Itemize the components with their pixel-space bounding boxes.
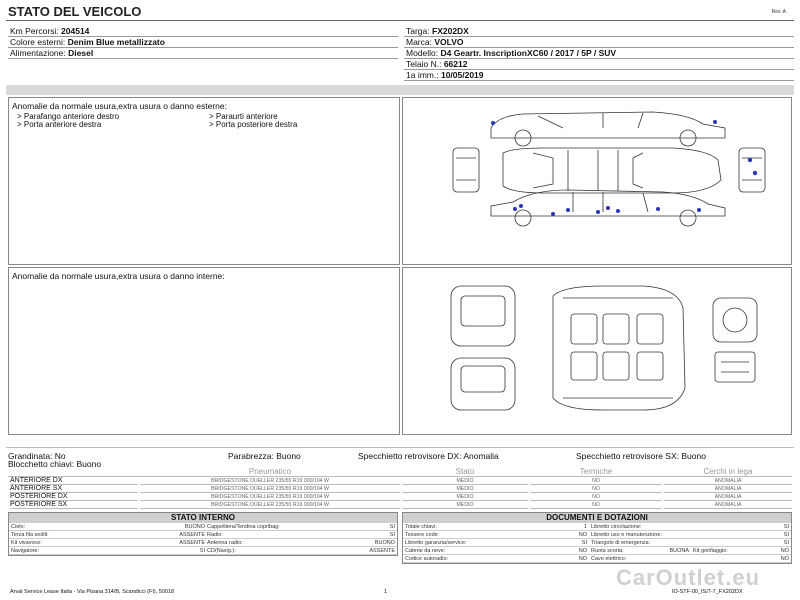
tyre-stato: MEDIO	[402, 493, 528, 501]
external-item: > Paraurti anteriore	[209, 112, 278, 121]
documenti-panel	[402, 512, 792, 564]
documento-label: Codice autoradio:	[405, 556, 449, 562]
stato-interno-value: SI	[199, 548, 205, 554]
table-row	[403, 547, 791, 555]
immatricolazione-value: 10/05/2019	[440, 70, 484, 80]
documenti-title: DOCUMENTI E DOTAZIONI	[403, 513, 791, 523]
external-damage-panel	[8, 97, 400, 265]
tyre-desc: BRIDGESTONE DUELLER 235/55 R19 000/104 W	[140, 493, 400, 501]
internal-heading: Anomalie da normale usura,extra usura o danno interne:	[12, 271, 225, 281]
specchietto-sx-text: Specchietto retrovisore SX: Buono	[576, 451, 706, 461]
tyre-pos: ANTERIORE DX	[10, 477, 138, 485]
documento-label: Kit gonfiaggio:	[693, 548, 728, 554]
targa-value: FX202DX	[432, 26, 469, 36]
stato-interno-label: Radio:	[207, 532, 223, 538]
immatricolazione-row	[404, 70, 794, 81]
documento-label: Libretto circolazione:	[591, 524, 642, 530]
external-heading: Anomalie da normale usura,extra usura o danno esterne:	[12, 101, 227, 111]
table-row	[403, 555, 791, 563]
tyre-termiche: NO	[530, 477, 662, 485]
documento-value: BUONA	[669, 548, 689, 554]
documento-value: SI	[783, 524, 789, 530]
tyre-pos: POSTERIORE DX	[10, 493, 138, 501]
stato-interno-value: ASSENTE	[369, 548, 395, 554]
documento-value: NO	[780, 548, 789, 554]
footer-page-number: 1	[384, 589, 388, 595]
tyre-termiche: NO	[530, 493, 662, 501]
header-rule	[6, 20, 794, 21]
tyre-cerchi: ANOMALIA	[664, 501, 792, 509]
targa-row	[404, 26, 794, 37]
colore-value: Denim Blue metallizzato	[67, 37, 165, 47]
specchietto-dx-text: Specchietto retrovisore DX: Anomalia	[358, 451, 499, 461]
stato-interno-panel	[8, 512, 398, 556]
colore-row	[8, 37, 398, 48]
revision-label: Rev. A	[771, 9, 786, 15]
tyre-header-termiche: Termiche	[579, 468, 613, 476]
table-row	[403, 531, 791, 539]
tyre-cerchi: ANOMALIA	[664, 477, 792, 485]
tyre-header-pneumatico: Pneumatico	[248, 468, 292, 476]
external-diagram-panel	[402, 97, 792, 265]
car-exterior-diagram	[403, 98, 793, 266]
marca-row	[404, 37, 794, 48]
table-row	[403, 539, 791, 547]
modello-value: D4 Geartr. InscriptionXC60 / 2017 / 5P / SUV	[440, 48, 617, 58]
tyre-pos: POSTERIORE SX	[10, 501, 138, 509]
documento-value: NO	[578, 548, 587, 554]
marca-label: Marca:	[406, 37, 432, 47]
page-title: STATO DEL VEICOLO	[8, 4, 142, 19]
stato-interno-value: SI	[389, 524, 395, 530]
table-row	[9, 547, 397, 555]
stato-interno-label: Cappelliera/Tendina copribag:	[207, 524, 280, 530]
targa-label: Targa:	[406, 26, 430, 36]
blocchetto-text: Blocchetto chiavi: Buono	[8, 459, 102, 469]
modello-label: Modello:	[406, 48, 439, 58]
documento-value: NO	[578, 556, 587, 562]
tyre-termiche: NO	[530, 485, 662, 493]
stato-interno-label: CD(Navig.):	[207, 548, 236, 554]
documento-label: Triangolo di emergenza:	[591, 540, 651, 546]
tyre-desc: BRIDGESTONE DUELLER 235/55 R19 000/104 W	[140, 485, 400, 493]
tyre-stato: MEDIO	[402, 485, 528, 493]
stato-interno-label: Antenna radio:	[207, 540, 243, 546]
documento-label: Libretto uso e manutenzione:	[591, 532, 662, 538]
tyre-header-cerchi: Cerchi in lega	[703, 468, 753, 476]
documento-value: NO	[780, 556, 789, 562]
km-value: 204514	[61, 26, 90, 36]
tyre-stato: MEDIO	[402, 501, 528, 509]
tyre-cerchi: ANOMALIA	[664, 485, 792, 493]
stato-interno-value: BUONO	[184, 524, 205, 530]
table-row	[9, 531, 397, 539]
immatricolazione-label: 1a imm.:	[406, 70, 439, 80]
stato-interno-label: Cielo:	[11, 524, 26, 530]
km-row	[8, 26, 398, 37]
km-label: Km Percorsi:	[10, 26, 59, 36]
table-row	[9, 539, 397, 547]
grandinata-text: Grandinata: No	[8, 451, 66, 461]
tyre-header-stato: Stato	[455, 468, 475, 476]
table-row	[403, 523, 791, 531]
tyre-desc: BRIDGESTONE DUELLER 235/55 R19 000/104 W	[140, 501, 400, 509]
stato-interno-label: Kit vivavoce:	[11, 540, 42, 546]
documento-value: SI	[581, 540, 587, 546]
tyre-stato: MEDIO	[402, 477, 528, 485]
alimentazione-value: Diesel	[68, 48, 94, 58]
tyre-pos: ANTERIORE SX	[10, 485, 138, 493]
parabrezza-text: Parabrezza: Buono	[228, 451, 301, 461]
footer-doc-code: IO-STF-00_IS/7-7_FX202DX	[672, 589, 743, 595]
stato-interno-label: Terza fila sedili:	[11, 532, 49, 538]
documento-value: 1	[583, 524, 587, 530]
stato-interno-value: ASSENTE	[179, 532, 205, 538]
modello-row	[404, 48, 794, 59]
separator-band	[6, 85, 794, 95]
marca-value: VOLVO	[434, 37, 464, 47]
external-item: > Parafango anteriore destro	[17, 112, 120, 121]
external-item: > Porta posteriore destra	[209, 120, 298, 129]
documento-label: Catene da neve:	[405, 548, 446, 554]
telaio-label: Telaio N.:	[406, 59, 442, 69]
documento-label: Tessere code:	[405, 532, 440, 538]
alimentazione-label: Alimentazione:	[10, 48, 66, 58]
documento-label: Totale chiavi:	[405, 524, 437, 530]
alimentazione-row	[8, 48, 398, 59]
stato-interno-label: Navigatore:	[11, 548, 40, 554]
documento-value: NO	[578, 532, 587, 538]
documento-label: Libretto garanzia/service:	[405, 540, 467, 546]
documento-label: Ruota scorta:	[591, 548, 624, 554]
watermark-logo: CarOutlet.eu	[616, 565, 761, 590]
table-row	[9, 523, 397, 531]
footer-address: Arval Service Lease Italia - Via Pisana 314/B, Scandicci (FI), 50018	[10, 589, 175, 595]
internal-diagram-panel	[402, 267, 792, 435]
stato-interno-value: BUONO	[374, 540, 395, 546]
colore-label: Colore esterni:	[10, 37, 66, 47]
summary-rule	[6, 447, 794, 448]
stato-interno-title: STATO INTERNO	[9, 513, 397, 523]
external-item: > Porta anteriore destra	[17, 120, 102, 129]
documento-value: SI	[783, 532, 789, 538]
documento-label: Cavo elettrico:	[591, 556, 627, 562]
telaio-value: 66212	[443, 59, 468, 69]
car-interior-diagram	[403, 268, 793, 436]
stato-interno-value: SI	[389, 532, 395, 538]
tyre-desc: BRIDGESTONE DUELLER 235/55 R19 000/104 W	[140, 477, 400, 485]
tyre-cerchi: ANOMALIA	[664, 493, 792, 501]
internal-damage-panel	[8, 267, 400, 435]
stato-interno-value: ASSENTE	[179, 540, 205, 546]
tyre-termiche: NO	[530, 501, 662, 509]
telaio-row	[404, 59, 794, 70]
documento-value: SI	[783, 540, 789, 546]
